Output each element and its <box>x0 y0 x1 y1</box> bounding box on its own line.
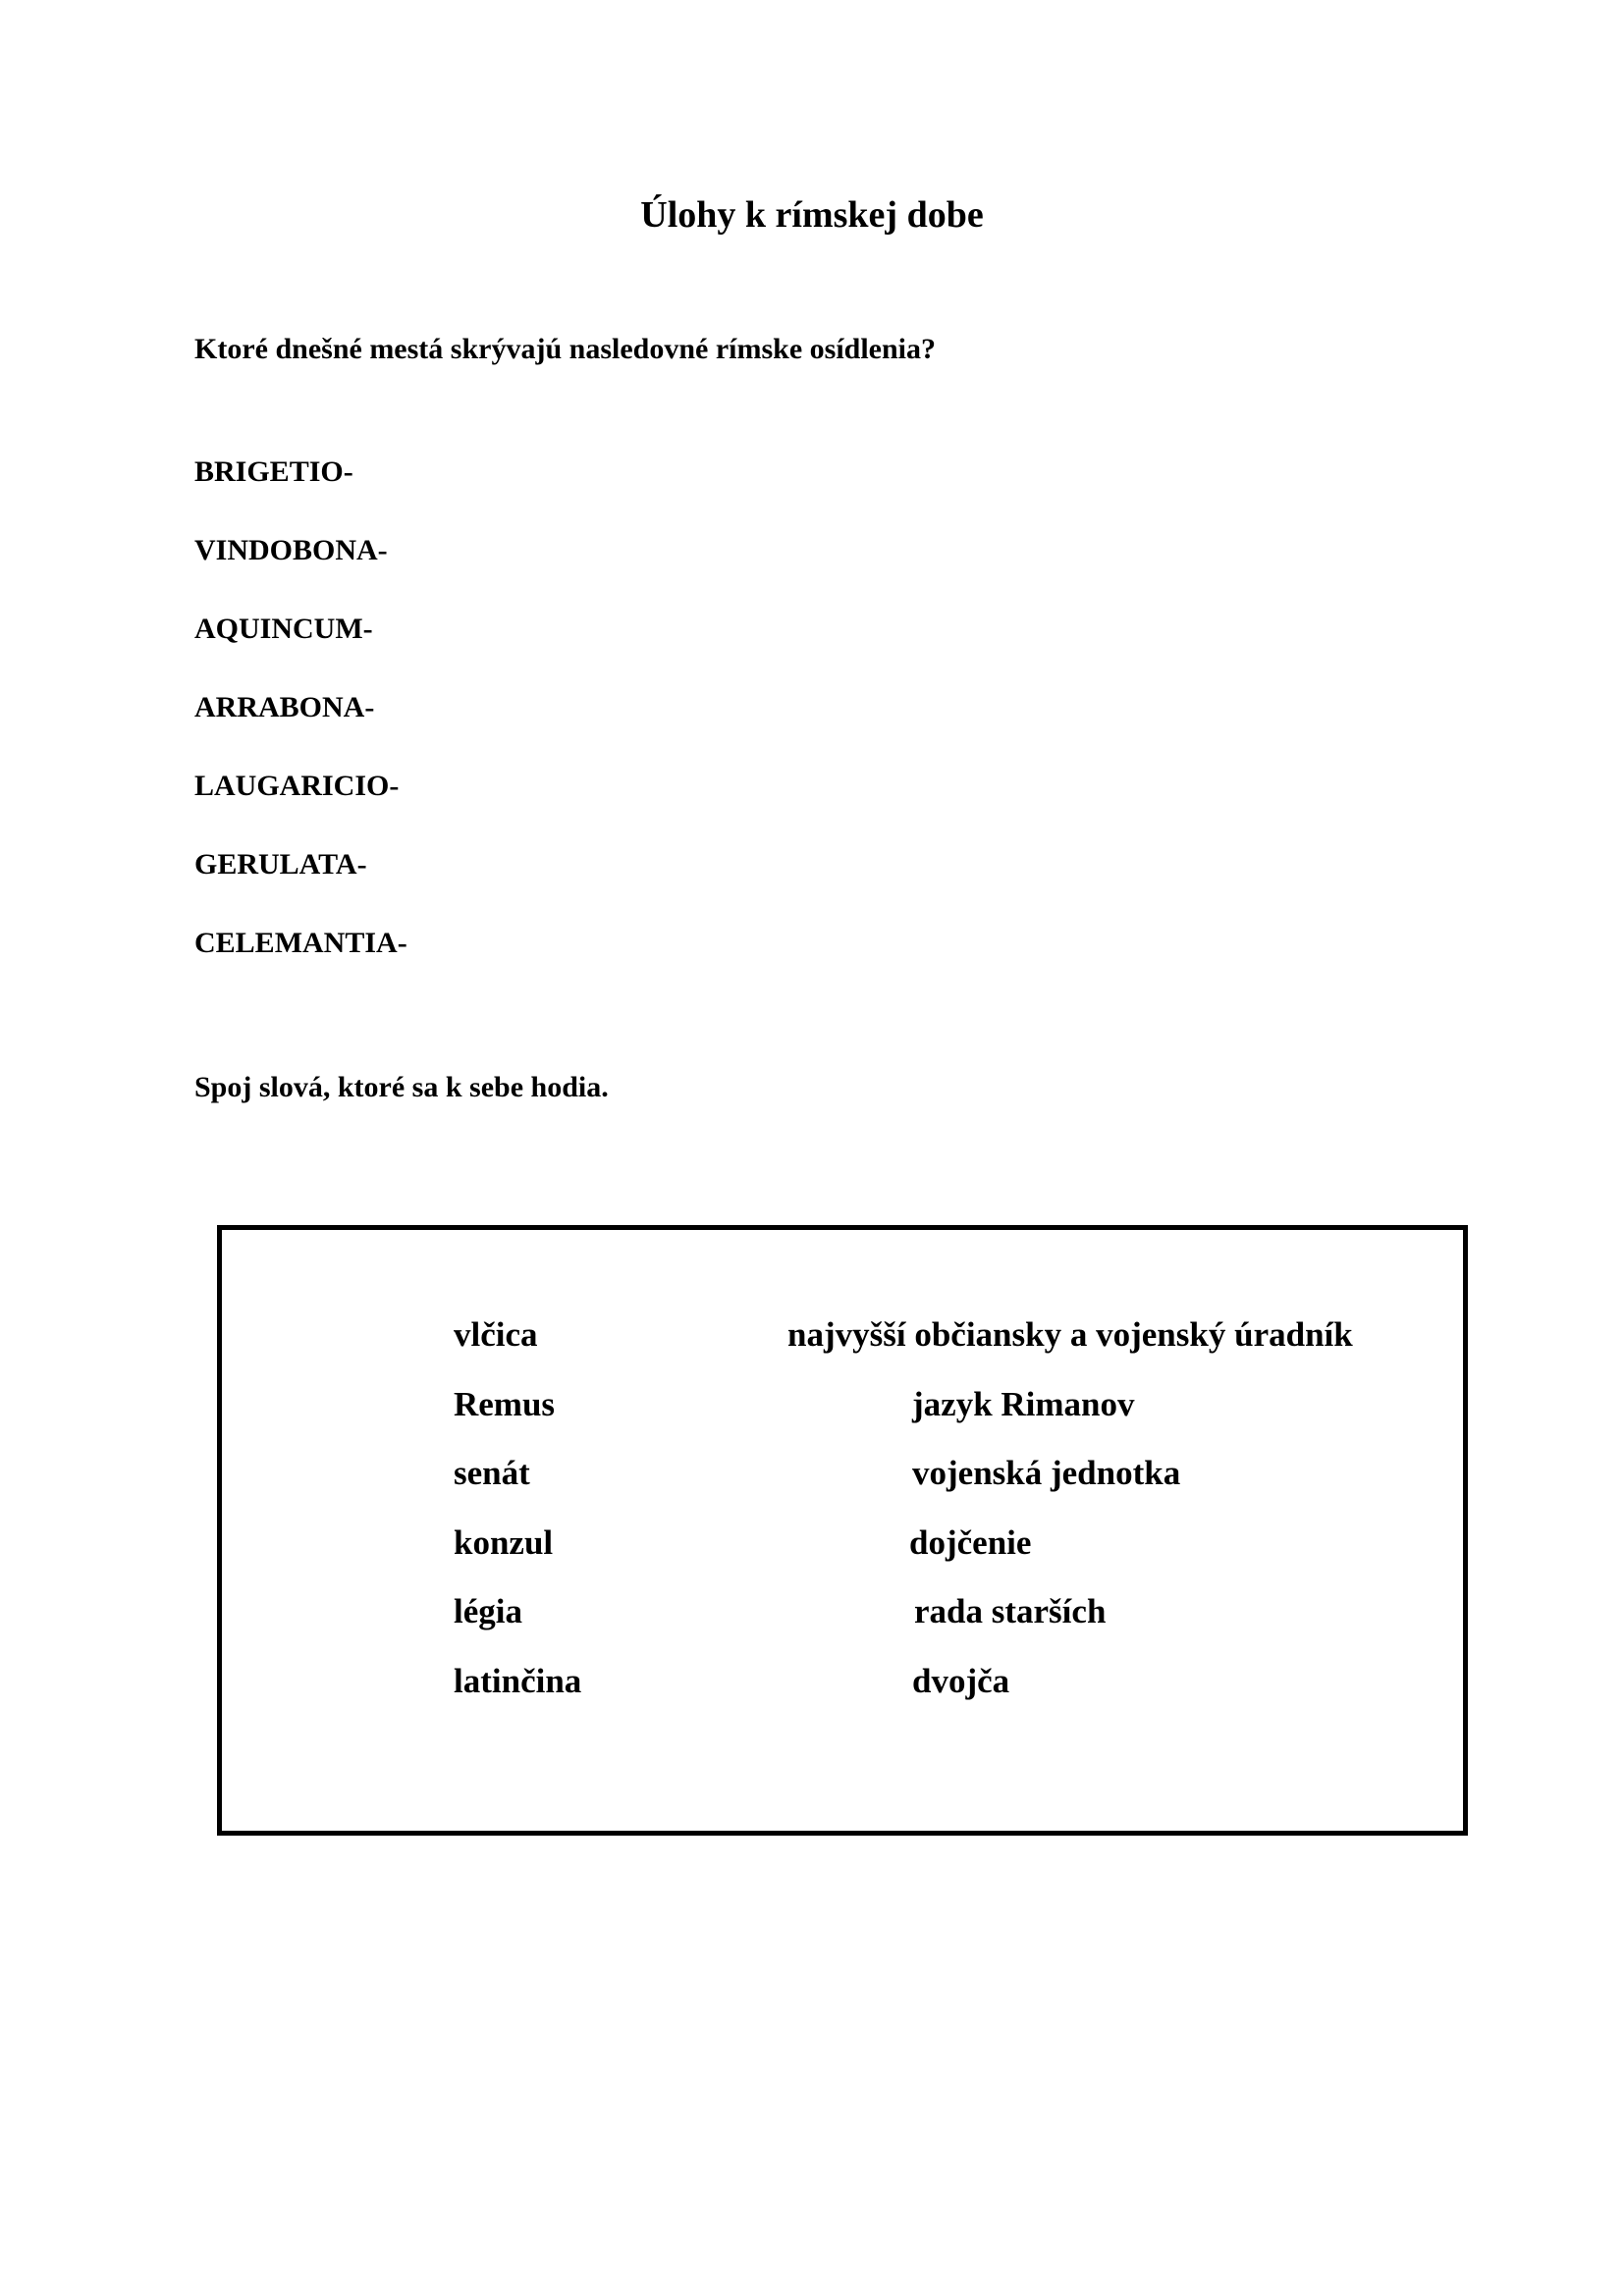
match-right-word: najvyšší občiansky a vojenský úradník <box>787 1315 1353 1354</box>
match-right-word: vojenská jednotka <box>912 1454 1181 1492</box>
match-right-word: dojčenie <box>909 1523 1032 1562</box>
match-left-word: senát <box>454 1454 530 1492</box>
match-left-word: légia <box>454 1592 522 1630</box>
matching-box <box>217 1225 1468 1836</box>
match-left-word: vlčica <box>454 1315 538 1354</box>
match-left-word: latinčina <box>454 1662 582 1700</box>
task1-question: Ktoré dnešné mestá skrývajú nasledovné rímske osídlenia? <box>194 333 937 365</box>
settlement-item: LAUGARICIO- <box>194 770 400 802</box>
match-left-word: Remus <box>454 1385 556 1423</box>
settlement-item: GERULATA- <box>194 848 367 881</box>
match-left-word: konzul <box>454 1523 554 1562</box>
settlement-item: CELEMANTIA- <box>194 927 407 959</box>
task2-question: Spoj slová, ktoré sa k sebe hodia. <box>194 1071 609 1103</box>
settlement-list <box>194 454 407 1004</box>
match-right-word: rada starších <box>914 1592 1107 1630</box>
match-right-word: jazyk Rimanov <box>912 1385 1135 1423</box>
settlement-item: BRIGETIO- <box>194 455 353 488</box>
settlement-item: AQUINCUM- <box>194 613 373 645</box>
settlement-item: ARRABONA- <box>194 691 375 723</box>
page-title: Úlohy k rímskej dobe <box>640 194 984 236</box>
match-right-word: dvojča <box>912 1662 1010 1700</box>
settlement-item: VINDOBONA- <box>194 534 388 566</box>
